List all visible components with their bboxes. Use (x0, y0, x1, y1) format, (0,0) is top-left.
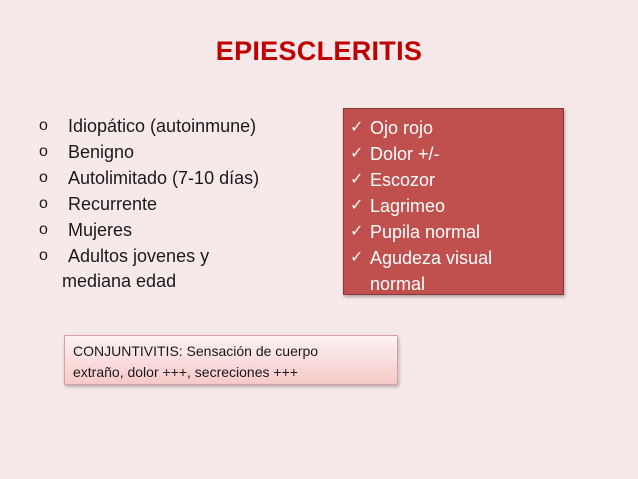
checkmark-icon: ✓ (350, 223, 364, 240)
checkmark-icon: ✓ (350, 145, 364, 162)
features-list (39, 113, 339, 294)
conjunctivitis-note (64, 335, 398, 385)
bullet-icon: o (39, 143, 48, 160)
bullet-icon: o (39, 195, 48, 212)
list-item (39, 165, 339, 191)
checkmark-icon: ✓ (350, 249, 364, 266)
symptoms-box (343, 108, 564, 295)
symptom-item (350, 141, 563, 167)
symptom-item (350, 167, 563, 193)
bullet-icon: o (39, 169, 48, 186)
bullet-icon: o (39, 221, 48, 238)
symptom-continuation: normal (370, 274, 426, 294)
list-item (39, 217, 339, 243)
slide-title: EPIESCLERITIS (215, 36, 423, 66)
list-item-continuation: mediana edad (62, 271, 177, 291)
symptom-text: Dolor +/- (370, 144, 440, 164)
note-line: extraño, dolor +++, secreciones +++ (73, 364, 298, 380)
list-item-text: Benigno (68, 142, 135, 162)
list-item-text: Idiopático (autoinmune) (68, 116, 257, 136)
note-line: CONJUNTIVITIS: Sensación de cuerpo (73, 343, 319, 359)
list-item (39, 191, 339, 217)
bullet-icon: o (39, 247, 48, 264)
symptom-item (350, 219, 563, 245)
symptom-text: Ojo rojo (370, 118, 434, 138)
checkmark-icon: ✓ (350, 119, 364, 136)
list-item-text: Recurrente (68, 194, 158, 214)
checkmark-icon: ✓ (350, 171, 364, 188)
list-item (39, 139, 339, 165)
symptom-text: Lagrimeo (370, 196, 446, 216)
symptom-item (350, 193, 563, 219)
symptom-item (350, 115, 563, 141)
list-item-text: Adultos jovenes y (68, 246, 210, 266)
symptom-text: Agudeza visual (370, 248, 493, 268)
bullet-icon: o (39, 117, 48, 134)
list-item (39, 113, 339, 139)
checkmark-icon: ✓ (350, 197, 364, 214)
symptom-text: Escozor (370, 170, 436, 190)
list-item-text: Autolimitado (7-10 días) (68, 168, 260, 188)
list-item-text: Mujeres (68, 220, 133, 240)
symptom-text: Pupila normal (370, 222, 481, 242)
symptom-item (350, 245, 563, 271)
list-item (39, 243, 339, 269)
